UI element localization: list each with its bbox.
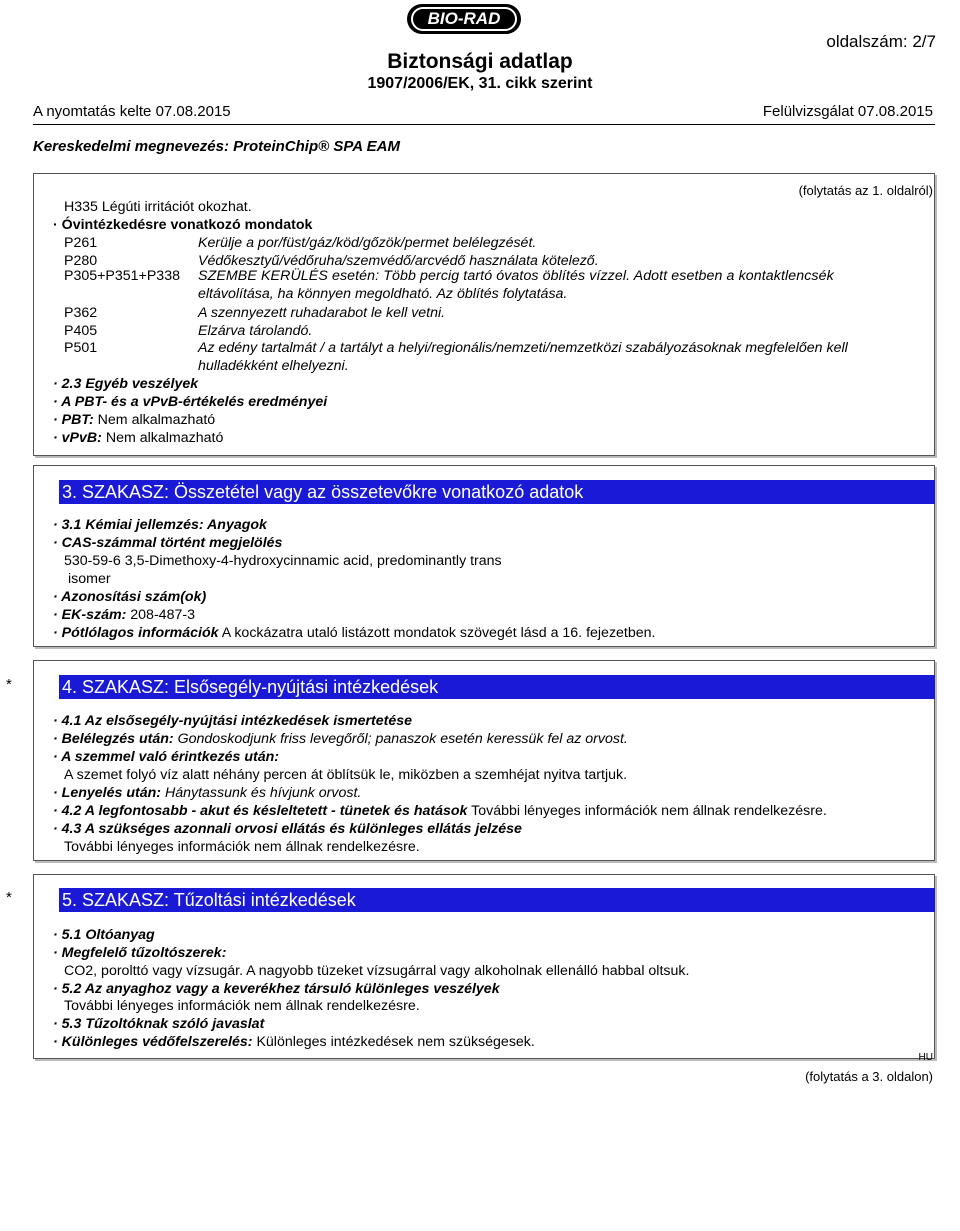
- symptoms-label: · 4.2 A legfontosabb - akut és késleltetett - tünetek és hatások: [53, 803, 468, 819]
- s3-identification-numbers: · Azonosítási szám(ok): [53, 589, 207, 605]
- pbt-line: [53, 411, 215, 429]
- logo-text: BIO-RAD: [411, 7, 517, 31]
- trade-name: Kereskedelmi megnevezés: ProteinChip® SPA EAM: [33, 138, 400, 155]
- ec-value: 208-487-3: [130, 607, 195, 623]
- pbt-results-heading: · A PBT- és a vPvB-értékelés eredményei: [53, 394, 328, 410]
- section-3-title: 3. SZAKASZ: Összetétel vagy az összetevőkre vonatkozó adatok: [59, 480, 935, 504]
- section-4-title: 4. SZAKASZ: Elsősegély-nyújtási intézkedések: [59, 675, 935, 699]
- vpvb-value: Nem alkalmazható: [105, 430, 224, 446]
- section-5-title: 5. SZAKASZ: Tűzoltási intézkedések: [59, 888, 935, 912]
- s5-extinguishing-media: · 5.1 Oltóanyag: [53, 927, 155, 943]
- other-hazards-heading: · 2.3 Egyéb veszélyek: [53, 376, 199, 392]
- symptoms-value: További lényeges információk nem állnak rendelkezésre.: [471, 803, 827, 819]
- statement-code: P362: [64, 305, 98, 321]
- s3-ec-number: [53, 606, 195, 624]
- statement-code: P501: [64, 340, 98, 356]
- statement-text: A szennyezett ruhadarabot le kell vetni.: [198, 305, 446, 321]
- pbt-value: Nem alkalmazható: [97, 412, 216, 428]
- s5-special-hazards: · 5.2 Az anyaghoz vagy a keverékhez társuló különleges veszélyek: [53, 981, 500, 997]
- ingestion-value: Hánytassunk és hívjunk orvost.: [164, 785, 362, 801]
- statement-text: SZEMBE KERÜLÉS esetén: Több percig tartó óvatos öblítés vízzel. Adott esetben a kontaktlencsék: [198, 268, 834, 284]
- ingestion-label: · Lenyelés után:: [53, 785, 162, 801]
- statement-text: Védőkesztyű/védőruha/szemvédő/arcvédő használata kötelező.: [198, 253, 599, 269]
- h335-statement: H335 Légúti irritációt okozhat.: [64, 199, 252, 215]
- inhalation-value: Gondoskodjunk friss levegőről; panaszok esetén keressük fel az orvost.: [177, 731, 628, 747]
- document-subtitle: 1907/2006/EK, 31. cikk szerint: [367, 75, 593, 92]
- vpvb-line: [53, 429, 223, 447]
- s5-firefighter-advice: · 5.3 Tűzoltóknak szóló javaslat: [53, 1016, 265, 1032]
- header-divider: [33, 124, 935, 125]
- page-number: oldalszám: 2/7: [826, 32, 936, 51]
- continued-from: (folytatás az 1. oldalról): [798, 183, 933, 198]
- s4-eye-contact-heading: · A szemmel való érintkezés után:: [53, 749, 280, 765]
- s3-cas-heading: · CAS-számmal történt megjelölés: [53, 535, 283, 551]
- statement-text: eltávolítása, ha könnyen megoldható. Az öblítés folytatása.: [198, 286, 568, 302]
- vpvb-label: · vPvB:: [53, 430, 102, 446]
- document-title: Biztonsági adatlap: [387, 50, 573, 73]
- protective-equipment-value: Különleges intézkedések nem szükségesek.: [256, 1034, 535, 1050]
- s3-cas-entry: 530-59-6 3,5-Dimethoxy-4-hydroxycinnamic acid, predominantly trans: [64, 553, 502, 569]
- s5-protective-equipment: [53, 1033, 535, 1051]
- ec-label: · EK-szám:: [53, 607, 127, 623]
- additional-info-value: A kockázatra utaló listázott mondatok szövegét lásd a 16. fejezetben.: [221, 625, 656, 641]
- s4-symptoms: [53, 802, 827, 820]
- statement-code: P261: [64, 235, 98, 251]
- s3-cas-entry-cont: isomer: [68, 571, 111, 587]
- statement-code: P305+P351+P338: [64, 268, 180, 284]
- s5-special-hazards-text: További lényeges információk nem állnak rendelkezésre.: [64, 998, 420, 1014]
- s5-suitable-agents-heading: · Megfelelő tűzoltószerek:: [53, 945, 227, 961]
- s4-description: · 4.1 Az elsősegély-nyújtási intézkedések ismertetése: [53, 713, 413, 729]
- inhalation-label: · Belélegzés után:: [53, 731, 174, 747]
- statement-text: Kerülje a por/füst/gáz/köd/gőzök/permet belélegzését.: [198, 235, 537, 251]
- statement-text: Elzárva tárolandó.: [198, 323, 313, 339]
- bio-rad-logo: [407, 4, 521, 34]
- revision-marker: *: [6, 889, 12, 906]
- precaution-heading: · Óvintézkedésre vonatkozó mondatok: [53, 217, 313, 233]
- s3-additional-info: [53, 624, 655, 642]
- statement-text: hulladékként elhelyezni.: [198, 358, 349, 374]
- statement-text: Az edény tartalmát / a tartályt a helyi/regionális/nemzeti/nemzetközi szabályozásoknak megfelelően kell: [198, 340, 848, 356]
- statement-code: P280: [64, 253, 98, 269]
- s3-chemical-characterization: · 3.1 Kémiai jellemzés: Anyagok: [53, 517, 267, 533]
- revision-date: Felülvizsgálat 07.08.2015: [762, 103, 933, 120]
- revision-marker: *: [6, 676, 12, 693]
- additional-info-label: · Pótlólagos információk: [53, 625, 219, 641]
- continued-to: (folytatás a 3. oldalon): [805, 1069, 933, 1084]
- language-code: HU: [918, 1052, 933, 1063]
- s4-eye-contact-text: A szemet folyó víz alatt néhány percen át öblítsük le, miközben a szemhéjat nyitva tartjuk.: [64, 767, 628, 783]
- s4-ingestion: [53, 784, 361, 802]
- s4-medical-attention: · 4.3 A szükséges azonnali orvosi ellátás és különleges ellátás jelzése: [53, 821, 522, 837]
- protective-equipment-label: · Különleges védőfelszerelés:: [53, 1034, 253, 1050]
- s5-suitable-agents-text: CO2, porolttó vagy vízsugár. A nagyobb tüzeket vízsugárral vagy alkoholnak ellenálló habbal oltsuk.: [64, 963, 690, 979]
- print-date: A nyomtatás kelte 07.08.2015: [33, 103, 231, 120]
- s4-inhalation: [53, 730, 628, 748]
- s4-medical-attention-text: További lényeges információk nem állnak rendelkezésre.: [64, 839, 420, 855]
- statement-code: P405: [64, 323, 98, 339]
- pbt-label: · PBT:: [53, 412, 94, 428]
